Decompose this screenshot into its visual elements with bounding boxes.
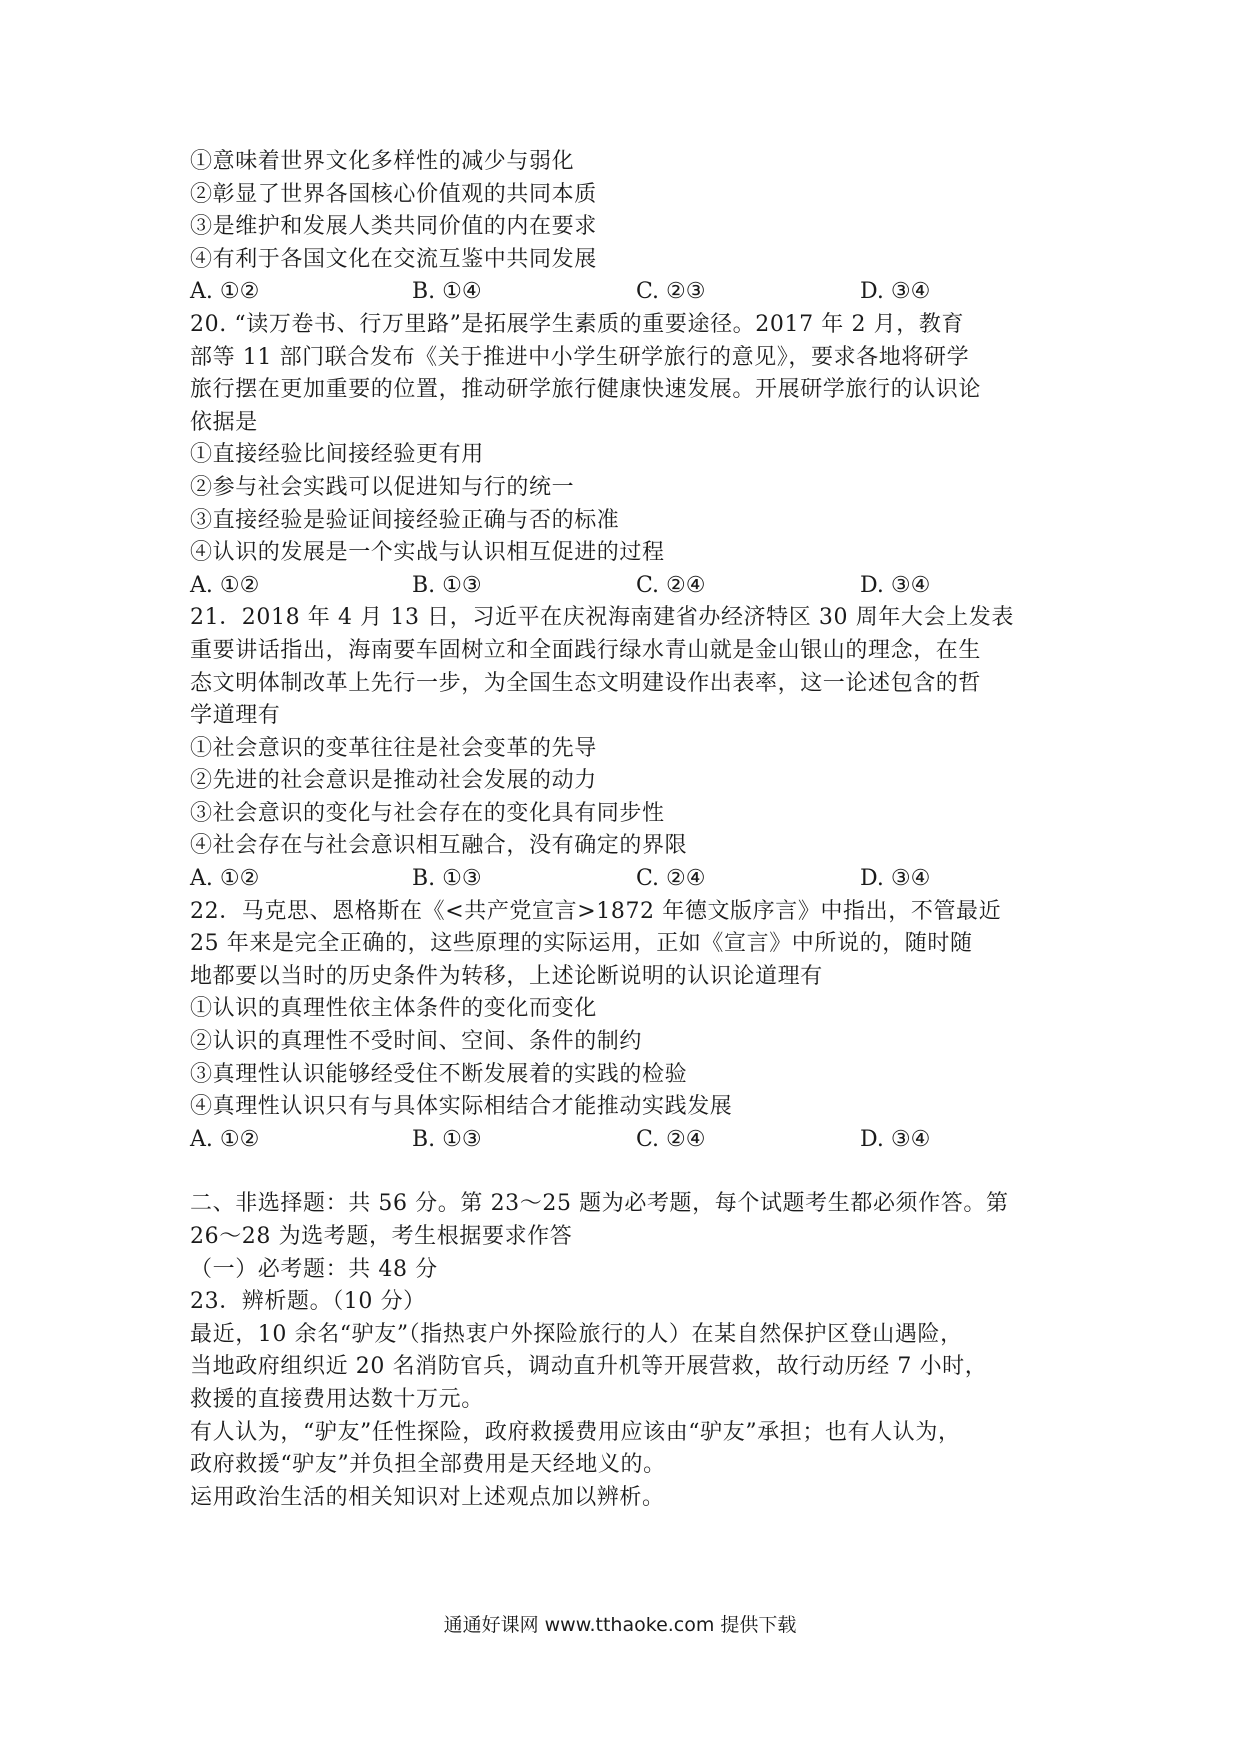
q21-stem-line: 学道理有 (190, 703, 281, 729)
q20-option-3: ③直接经验是验证间接经验正确与否的标准 (190, 507, 620, 533)
q20-choice-b: B. ①③ (412, 572, 482, 598)
q20-stem-line: 部等 11 部门联合发布《关于推进中小学生研学旅行的意见》，要求各地将研学 (190, 344, 970, 370)
q23-body-line: 有人认为，“驴友”任性探险，政府救援费用应该由“驴友”承担；也有人认为， (190, 1419, 961, 1445)
section2-block (190, 1188, 1070, 1514)
q21-block (190, 602, 1070, 895)
q22-option-1: ①认识的真理性依主体条件的变化而变化 (190, 996, 597, 1022)
q21-stem-line: 21．2018 年 4 月 13 日，习近平在庆祝海南建省办经济特区 30 周年大会上发表 (190, 605, 1014, 631)
q22-option-3: ③真理性认识能够经受住不断发展着的实践的检验 (190, 1061, 688, 1087)
q19-option-2: ②彰显了世界各国核心价值观的共同本质 (190, 181, 597, 207)
q20-option-1: ①直接经验比间接经验更有用 (190, 442, 484, 468)
q19-choices (190, 276, 1070, 309)
q22-option-2: ②认识的真理性不受时间、空间、条件的制约 (190, 1029, 643, 1055)
q21-option-1: ①社会意识的变革往往是社会变革的先导 (190, 735, 597, 761)
section-gap (190, 1156, 1070, 1188)
q22-block (190, 896, 1070, 1157)
section2-header-line: 26～28 为选考题，考生根据要求作答 (190, 1224, 573, 1249)
section2-subheader: （一）必考题：共 48 分 (190, 1256, 438, 1282)
q23-body-line: 运用政治生活的相关知识对上述观点加以辨析。 (190, 1484, 665, 1510)
q22-stem-line: 22．马克思、恩格斯在《<共产党宣言>1872 年德文版序言》中指出，不管最近 (190, 898, 1002, 924)
q19-choice-d: D. ③④ (860, 279, 931, 305)
q19-option-1: ①意味着世界文化多样性的减少与弱化 (190, 149, 575, 174)
q20-choice-c: C. ②④ (636, 572, 706, 598)
q20-stem-line: 依据是 (190, 409, 258, 435)
q20-choice-d: D. ③④ (860, 572, 931, 598)
q20-block (190, 309, 1070, 602)
q23-body-line: 最近，10 余名“驴友”（指热衷户外探险旅行的人）在某自然保护区登山遇险， (190, 1321, 963, 1347)
q22-choice-d: D. ③④ (860, 1126, 931, 1152)
q20-stem-line: 旅行摆在更加重要的位置，推动研学旅行健康快速发展。开展研学旅行的认识论 (190, 377, 982, 403)
q19-option-4: ④有利于各国文化在交流互鉴中共同发展 (190, 246, 597, 272)
q22-stem-line: 地都要以当时的历史条件为转移，上述论断说明的认识论道理有 (190, 963, 823, 989)
exam-page (190, 146, 1070, 1514)
q21-stem-line: 重要讲话指出，海南要车固树立和全面践行绿水青山就是金山银山的理念，在生 (190, 637, 982, 663)
section2-header-line: 二、非选择题：共 56 分。第 23～25 题为必考题，每个试题考生都必须作答。第 (190, 1191, 1009, 1217)
q23-body-line: 政府救援“驴友”并负担全部费用是天经地义的。 (190, 1452, 666, 1478)
q21-option-2: ②先进的社会意识是推动社会发展的动力 (190, 768, 597, 794)
q21-choice-c: C. ②④ (636, 866, 706, 892)
q22-option-4: ④真理性认识只有与具体实际相结合才能推动实践发展 (190, 1094, 733, 1120)
q19-choice-a: A. ①② (190, 279, 260, 305)
q19-choice-b: B. ①④ (412, 279, 482, 305)
q20-option-2: ②参与社会实践可以促进知与行的统一 (190, 474, 575, 500)
q19-choice-c: C. ②③ (636, 279, 706, 305)
q21-choices (190, 863, 1070, 896)
q22-choice-b: B. ①③ (412, 1126, 482, 1152)
q21-choice-d: D. ③④ (860, 866, 931, 892)
q21-option-3: ③社会意识的变化与社会存在的变化具有同步性 (190, 800, 665, 826)
q20-stem-line: 20. “读万卷书、行万里路”是拓展学生素质的重要途径。2017 年 2 月，教育 (190, 311, 965, 337)
q23-title: 23．辨析题。（10 分） (190, 1289, 426, 1315)
q23-body-line: 救援的直接费用达数十万元。 (190, 1386, 484, 1412)
q20-choice-a: A. ①② (190, 572, 260, 598)
q21-option-4: ④社会存在与社会意识相互融合，没有确定的界限 (190, 833, 688, 859)
page-footer: 通通好课网 www.tthaoke.com 提供下载 (443, 1614, 797, 1636)
q19-block (190, 146, 1070, 309)
q23-body-line: 当地政府组织近 20 名消防官兵，调动直升机等开展营救，故行动历经 7 小时， (190, 1354, 988, 1380)
q20-option-4: ④认识的发展是一个实战与认识相互促进的过程 (190, 540, 665, 566)
q21-choice-a: A. ①② (190, 866, 260, 892)
q21-stem-line: 态文明体制改革上先行一步，为全国生态文明建设作出表率，这一论述包含的哲 (190, 670, 982, 696)
q19-option-3: ③是维护和发展人类共同价值的内在要求 (190, 214, 597, 240)
q22-choices (190, 1124, 1070, 1157)
q22-stem-line: 25 年来是完全正确的，这些原理的实际运用，正如《宣言》中所说的，随时随 (190, 931, 973, 957)
q21-choice-b: B. ①③ (412, 866, 482, 892)
q22-choice-a: A. ①② (190, 1126, 260, 1152)
q22-choice-c: C. ②④ (636, 1126, 706, 1152)
q20-choices (190, 570, 1070, 603)
